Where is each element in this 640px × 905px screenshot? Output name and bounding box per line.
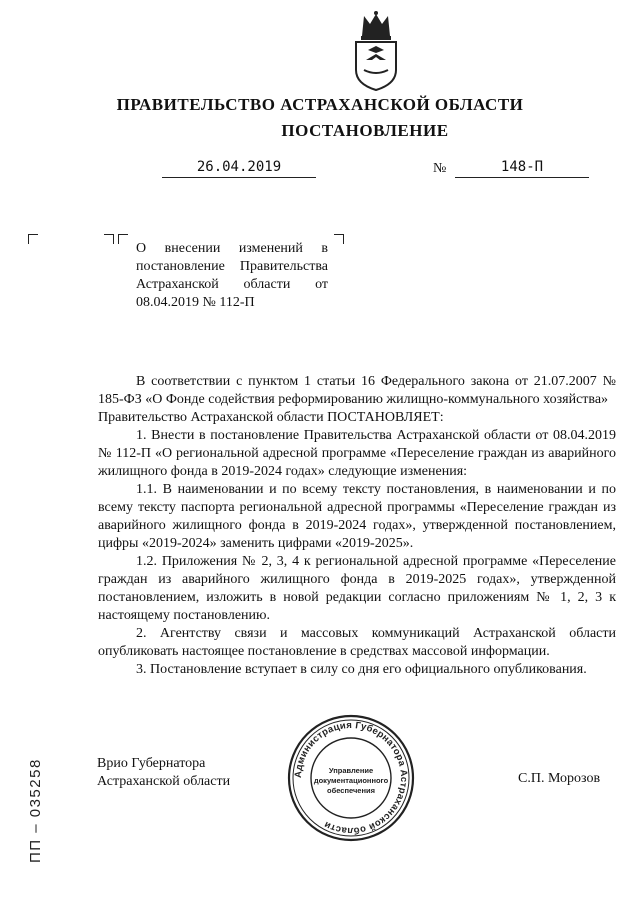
- corner-mark: [118, 234, 128, 244]
- signer-title: [97, 755, 230, 791]
- resolves-line: Правительство Астраханской области ПОСТАНОВЛЯЕТ:: [98, 410, 444, 425]
- official-seal: [286, 713, 416, 843]
- signer-name: С.П. Морозов: [518, 771, 601, 786]
- signer-title-line: Астраханской области: [97, 774, 231, 789]
- paragraph-1-2: 1.2. Приложения № 2, 3, 4 к региональной адресной программе «Переселение граждан из аварийного жилищного фонда в 2019-2025 годах», утвержденной постановлением, изложить в новой редакции согласно приложениям № 1, 2, 3 к настоящему постановлению.: [98, 554, 616, 623]
- corner-mark: [104, 234, 114, 244]
- document-number: 148-П: [455, 159, 589, 178]
- signer-title-line: Врио Губернатора: [97, 756, 206, 771]
- paragraph-1: 1. Внести в постановление Правительства Астраханской области от 08.04.2019 № 112-П «О региональной адресной программе «Переселение граждан из аварийного жилищного фонда в 2019-2024 годах» следующие изменения:: [98, 428, 616, 479]
- government-title: ПРАВИТЕЛЬСТВО АСТРАХАНСКОЙ ОБЛАСТИ: [116, 95, 524, 114]
- document-date: 26.04.2019: [162, 159, 316, 178]
- number-sign: №: [433, 161, 447, 176]
- paragraph-3: 3. Постановление вступает в силу со дня его официального опубликования.: [136, 662, 587, 677]
- paragraph-1-1: 1.1. В наименовании и по всему тексту постановления, в наименовании и по всему тексту паспорта региональной адресной программы «Переселение граждан из аварийного жилищного фонда в 2019-2024 годах», утвержденной постановлением, цифры «2019-2024» заменить цифрами «2019-2025».: [98, 482, 616, 551]
- stamp-code: ПП – 035258: [27, 758, 44, 863]
- seal-center-line: Управление: [328, 766, 374, 775]
- seal-ring-text: Администрация Губернатора Астраханской области: [292, 719, 410, 837]
- intro-paragraph: В соответствии с пунктом 1 статьи 16 Федерального закона от 21.07.2007 № 185-ФЗ «О Фонде содействия реформированию жилищно-коммунального хозяйства»: [98, 374, 616, 407]
- document-body: [98, 373, 616, 679]
- corner-mark: [28, 234, 38, 244]
- paragraph-2: 2. Агентству связи и массовых коммуникаций Астраханской области опубликовать настоящее постановление в средствах массовой информации.: [98, 626, 616, 659]
- seal-center-line: документационного: [313, 776, 389, 785]
- document-subject: О внесении изменений в постановление Правительства Астраханской области от 08.04.2019 № 112-П: [136, 241, 328, 310]
- form-serial-stamp: [22, 735, 46, 865]
- corner-mark: [334, 234, 344, 244]
- coat-of-arms-icon: [350, 10, 402, 92]
- document-type: ПОСТАНОВЛЕНИЕ: [281, 121, 449, 140]
- seal-center-line: обеспечения: [326, 786, 376, 795]
